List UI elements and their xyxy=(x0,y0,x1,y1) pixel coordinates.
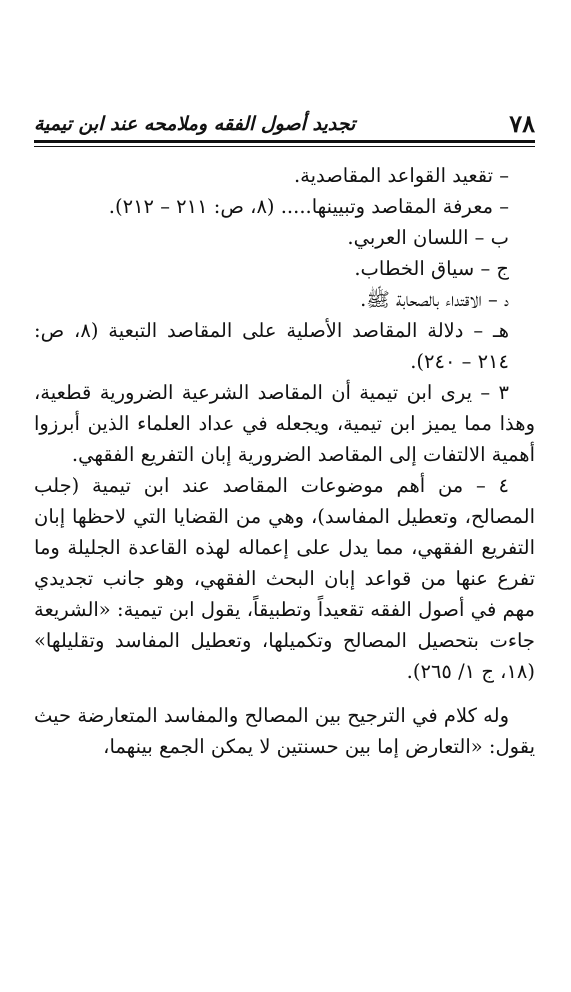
page-header xyxy=(34,108,535,140)
list-item-taqeed: – تقعيد القواعد المقاصدية. xyxy=(293,164,509,187)
list-item-d: د – الاقتداء بالصحابة ﷺ. xyxy=(360,288,509,311)
body-text xyxy=(34,160,535,762)
running-title: تجديد أصول الفقه وملامحه عند ابن تيمية xyxy=(34,113,356,135)
page-number: ٧٨ xyxy=(509,109,535,138)
paragraph-3: ٣ – يرى ابن تيمية أن المقاصد الشرعية الضرورية قطعية، وهذا مما يميز ابن تيمية، ويجعله في عداد العلماء الذين أبرزوا أهمية الالتفات إلى المقاصد الضرورية إبان التفريع الفقهي. xyxy=(34,381,535,466)
list-item-b: ب – اللسان العربي. xyxy=(347,226,509,249)
list-item-j: ج – سياق الخطاب. xyxy=(354,257,509,280)
paragraph-tarjih: وله كلام في الترجيح بين المصالح والمفاسد المتعارضة حيث يقول: «التعارض إما بين حسنتين لا يمكن الجمع بينهما، xyxy=(34,704,535,758)
list-item-marifat-maqasid: – معرفة المقاصد وتبيينها..... (٨، ص: ٢١١ – ٢١٢). xyxy=(108,195,509,218)
paragraph-4: ٤ – من أهم موضوعات المقاصد عند ابن تيمية (جلب المصالح، وتعطيل المفاسد)، وهي من القضايا التي لاحظها إبان التفريع الفقهي، مما يدل على إعماله لهذه القاعدة الجليلة وما تفرع عنها من قواعد إبان البحث الفقهي، وهو جانب تجديدي مهم في أصول الفقه تقعيداً وتطبيقاً، يقول ابن تيمية: «الشريعة جاءت بتحصيل المصالح وتكميلها، وتعطيل المفاسد وتقليلها» (١٨، ج ١/ ٢٦٥). xyxy=(34,474,535,683)
paragraph-gap xyxy=(34,687,535,700)
header-rule-thin xyxy=(34,146,535,147)
list-item-h: هـ – دلالة المقاصد الأصلية على المقاصد التبعية (٨، ص: ٢١٤ – ٢٤٠). xyxy=(34,319,509,373)
header-rule-thick xyxy=(34,140,535,143)
